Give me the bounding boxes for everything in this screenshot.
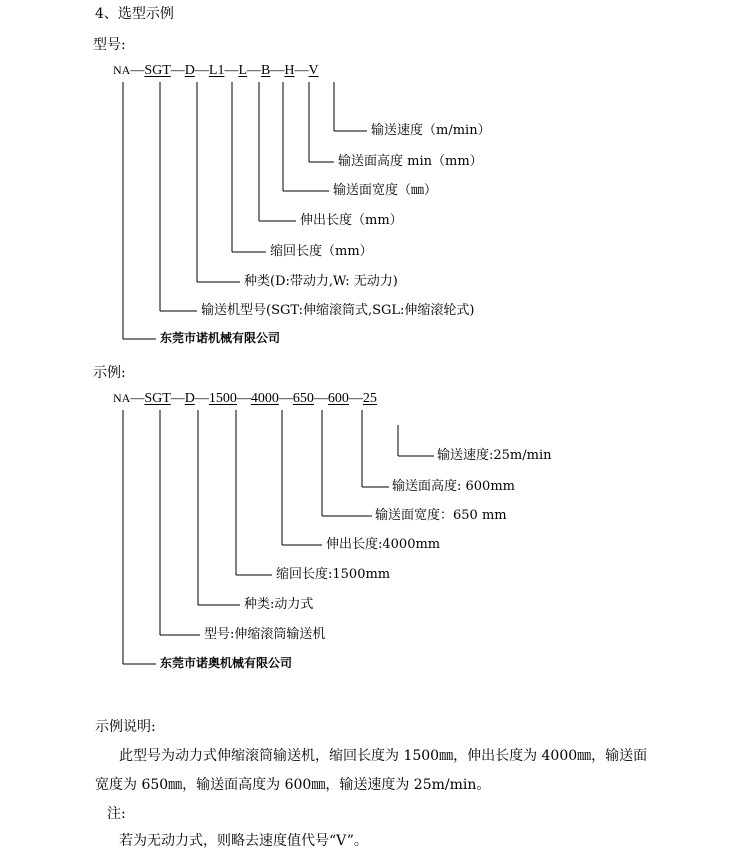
example-label-type: 型号:伸缩滚筒输送机: [204, 627, 326, 642]
code-type: SGT: [144, 391, 171, 406]
code-dash: —: [236, 391, 251, 406]
code-width: B: [261, 63, 271, 78]
code-extend-length: 4000: [250, 391, 279, 406]
example-label-height: 输送面高度: 600mm: [392, 479, 515, 494]
note-heading: 注:: [107, 806, 126, 822]
code-dash: —: [294, 63, 309, 78]
model-heading: 型号:: [93, 37, 126, 53]
explanation-heading: 示例说明:: [95, 719, 156, 735]
code-dash: —: [278, 391, 293, 406]
code-type: SGT: [144, 63, 171, 78]
example-label-retract-length: 缩回长度:1500mm: [276, 567, 391, 582]
example-label-width: 输送面宽度：650 mm: [375, 508, 507, 523]
model-label-company: 东莞市诺机械有限公司: [160, 331, 281, 345]
code-height: 600: [327, 391, 349, 406]
code-dash: —: [130, 391, 145, 406]
code-dash: —: [247, 63, 262, 78]
example-label-kind: 种类:动力式: [244, 597, 314, 612]
example-label-speed: 输送速度:25m/min: [437, 448, 552, 463]
model-label-type: 输送机型号(SGT:伸缩滚筒式,SGL:伸缩滚轮式): [201, 303, 475, 318]
model-label-extend-length: 伸出长度（mm）: [300, 213, 403, 228]
example-label-company: 东莞市诺奥机械有限公司: [160, 656, 293, 670]
code-dash: —: [270, 63, 285, 78]
model-label-speed: 输送速度（m/min）: [371, 123, 491, 138]
code-dash: —: [194, 63, 209, 78]
code-dash: —: [348, 391, 363, 406]
code-dash: —: [194, 391, 209, 406]
code-width: 650: [292, 391, 314, 406]
code-height: H: [284, 63, 295, 78]
code-extend-length: L: [238, 63, 248, 78]
example-label-extend-length: 伸出长度:4000mm: [326, 537, 441, 552]
code-prefix: NA: [113, 63, 131, 77]
code-dash: —: [170, 391, 185, 406]
explanation-line-1: 此型号为动力式伸缩滚筒输送机，缩回长度为 1500㎜，伸出长度为 4000㎜，输送面: [119, 748, 648, 764]
code-dash: —: [130, 63, 145, 78]
example-heading: 示例:: [93, 365, 126, 381]
code-prefix: NA: [113, 391, 131, 405]
code-kind: D: [184, 391, 195, 406]
note-text: 若为无动力式，则略去速度值代号“V”。: [119, 833, 368, 849]
code-dash: —: [224, 63, 239, 78]
code-retract-length: 1500: [208, 391, 237, 406]
code-speed: V: [308, 63, 319, 78]
code-kind: D: [184, 63, 195, 78]
code-retract-length: L1: [208, 63, 225, 78]
model-label-kind: 种类(D:带动力,W: 无动力): [244, 274, 398, 289]
code-speed: 25: [362, 391, 377, 406]
section-title: 4、选型示例: [95, 6, 174, 22]
explanation-line-2: 宽度为 650㎜，输送面高度为 600㎜，输送速度为 25m/min。: [95, 777, 491, 793]
code-dash: —: [313, 391, 328, 406]
code-dash: —: [170, 63, 185, 78]
model-label-width: 输送面宽度（㎜）: [333, 183, 438, 198]
model-label-retract-length: 缩回长度（mm）: [270, 244, 373, 259]
model-label-height: 输送面高度 min（mm）: [338, 154, 483, 169]
